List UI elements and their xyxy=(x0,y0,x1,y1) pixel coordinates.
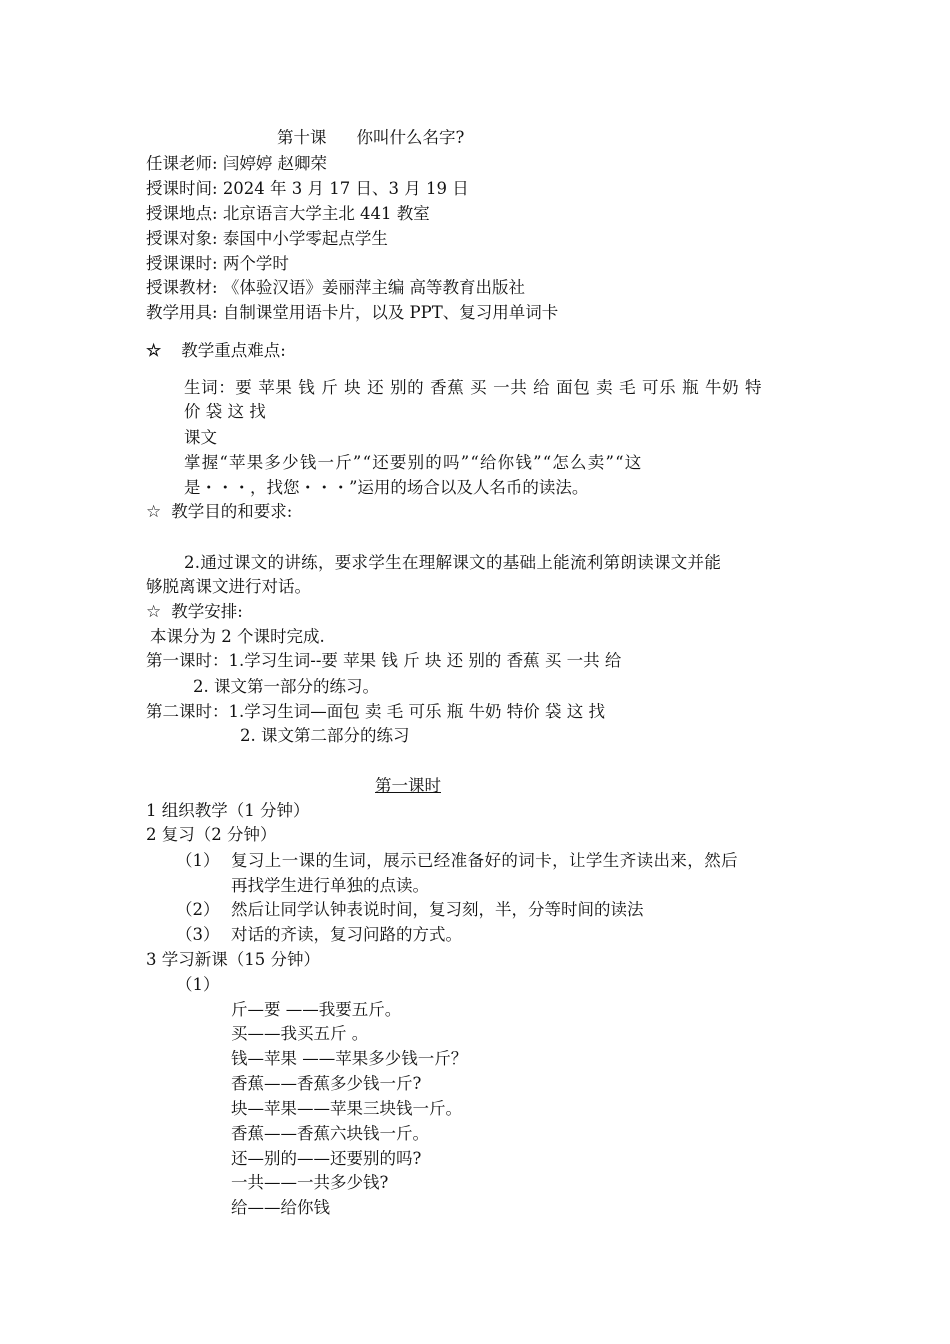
star-outline-icon: ☆ xyxy=(146,602,162,622)
info-textbook: 授课教材: 《体验汉语》姜丽萍主编 高等教育出版社 xyxy=(146,278,526,297)
new-lesson-number: （1） xyxy=(176,975,220,994)
goals-heading: ☆ 教学目的和要求: xyxy=(146,502,293,522)
review-1-line-2: 再找学生进行单独的点读。 xyxy=(231,876,429,895)
grasp-line-1: 掌握“苹果多少钱一斤”“还要别的吗”“给你钱”“怎么卖”“这 xyxy=(184,453,643,472)
lesson-title xyxy=(277,126,464,150)
second-session-line-2: 2. 课文第二部分的练习 xyxy=(240,726,410,745)
drill-line: 香蕉——香蕉多少钱一斤? xyxy=(231,1074,422,1093)
info-location: 授课地点: 北京语言大学主北 441 教室 xyxy=(146,204,430,223)
star-icon: ☆ xyxy=(146,341,162,361)
vocab-line-2: 价 袋 这 找 xyxy=(184,402,266,421)
step-3: 3 学习新课（15 分钟） xyxy=(146,950,320,969)
key-points-heading: ☆ 教学重点难点: xyxy=(146,341,286,361)
drill-line: 斤—要 ——我要五斤。 xyxy=(231,1000,402,1019)
info-audience: 授课对象: 泰国中小学零起点学生 xyxy=(146,229,388,248)
drill-line: 块—苹果——苹果三块钱一斤。 xyxy=(231,1099,462,1118)
info-hours: 授课课时: 两个学时 xyxy=(146,254,289,273)
drill-line: 买——我买五斤 。 xyxy=(231,1024,369,1043)
drill-line: 香蕉——香蕉六块钱一斤。 xyxy=(231,1124,429,1143)
arrangement-intro: 本课分为 2 个课时完成. xyxy=(150,627,325,646)
arrangement-heading: ☆ 教学安排: xyxy=(146,602,243,622)
review-1-number: （1） xyxy=(176,851,220,870)
session-1-heading: 第一课时 xyxy=(375,776,441,795)
first-session-line-1: 第一课时：1.学习生词--要 苹果 钱 斤 块 还 别的 香蕉 买 一共 给 xyxy=(146,651,622,670)
drill-line: 一共——一共多少钱? xyxy=(231,1173,389,1192)
first-session-line-2: 2. 课文第一部分的练习。 xyxy=(193,677,379,696)
review-2-line-1: 然后让同学认钟表说时间，复习刻，半，分等时间的读法 xyxy=(231,900,644,919)
goal-2-line-2: 够脱离课文进行对话。 xyxy=(146,577,311,596)
drill-line: 给——给你钱 xyxy=(231,1198,330,1217)
lesson-number: 第十课 xyxy=(277,128,327,147)
step-1: 1 组织教学（1 分钟） xyxy=(146,801,310,820)
info-time: 授课时间: 2024 年 3 月 17 日、3 月 19 日 xyxy=(146,179,469,198)
goal-2-line-1: 2.通过课文的讲练，要求学生在理解课文的基础上能流利第朗读课文并能 xyxy=(184,553,722,572)
review-3-line-1: 对话的齐读，复习问路的方式。 xyxy=(231,925,462,944)
review-2-number: （2） xyxy=(176,900,220,919)
info-teacher: 任课老师: 闫婷婷 赵卿荣 xyxy=(146,154,328,173)
info-tools: 教学用具: 自制课堂用语卡片，以及 PPT、复习用单词卡 xyxy=(146,303,559,322)
star-outline-icon: ☆ xyxy=(146,502,162,522)
review-3-number: （3） xyxy=(176,925,220,944)
lesson-name: 你叫什么名字? xyxy=(356,128,465,147)
vocab-line-1: 生词：要 苹果 钱 斤 块 还 别的 香蕉 买 一共 给 面包 卖 毛 可乐 瓶 牛奶 特 xyxy=(184,378,763,397)
second-session-line-1: 第二课时：1.学习生词—面包 卖 毛 可乐 瓶 牛奶 特价 袋 这 找 xyxy=(146,702,605,721)
text-label: 课文 xyxy=(184,428,217,447)
step-2: 2 复习（2 分钟） xyxy=(146,825,277,844)
grasp-line-2: 是・・・，找您・・・”运用的场合以及人名币的读法。 xyxy=(184,478,589,497)
drill-line: 钱—苹果 ——苹果多少钱一斤？ xyxy=(231,1049,468,1068)
drill-line: 还—别的——还要别的吗? xyxy=(231,1149,422,1168)
review-1-line-1: 复习上一课的生词，展示已经准备好的词卡，让学生齐读出来，然后 xyxy=(231,851,738,870)
